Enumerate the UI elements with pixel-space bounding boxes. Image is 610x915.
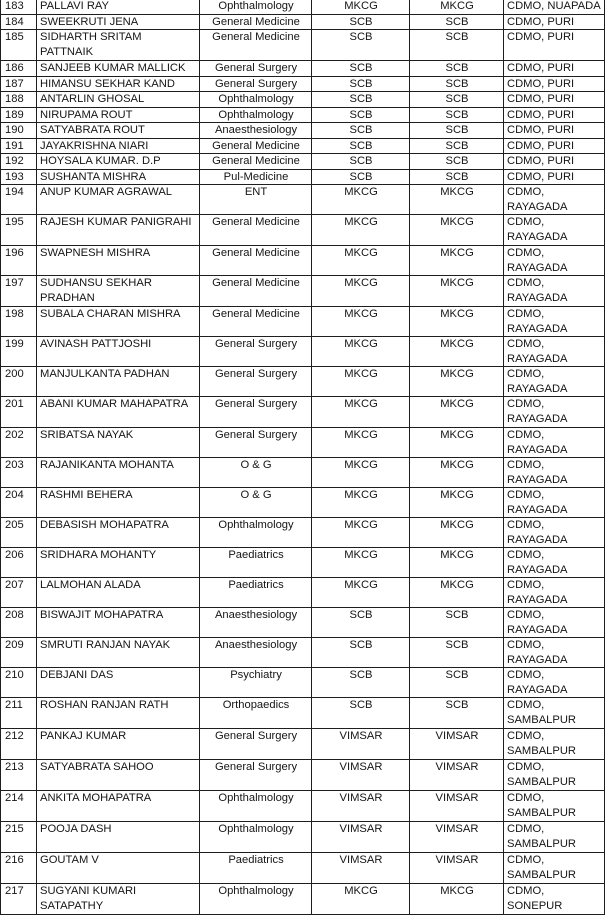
serial-number-cell: 213 bbox=[1, 760, 37, 791]
table-row bbox=[1, 367, 605, 397]
posting-place-cell: CDMO, RAYAGADA bbox=[504, 397, 605, 428]
college-cell: MKCG bbox=[312, 428, 410, 458]
department-cell: Ophthalmology bbox=[200, 92, 312, 108]
college-cell: SCB bbox=[312, 138, 410, 154]
serial-number-cell: 188 bbox=[1, 92, 37, 108]
serial-number-cell: 185 bbox=[1, 30, 37, 61]
serial-number-cell: 215 bbox=[1, 822, 37, 853]
serial-number-cell: 206 bbox=[1, 548, 37, 578]
serial-number-cell: 199 bbox=[1, 337, 37, 367]
table-row bbox=[1, 760, 605, 791]
serial-number-cell: 189 bbox=[1, 107, 37, 123]
college-cell: SCB bbox=[410, 92, 504, 108]
table-row bbox=[1, 61, 605, 77]
serial-number-cell: 217 bbox=[1, 884, 37, 915]
department-cell: Paediatrics bbox=[200, 578, 312, 608]
department-cell: General Medicine bbox=[200, 307, 312, 337]
college-cell: MKCG bbox=[312, 276, 410, 307]
serial-number-cell: 193 bbox=[1, 169, 37, 185]
department-cell: Ophthalmology bbox=[200, 107, 312, 123]
table-row bbox=[1, 729, 605, 760]
doctor-name-cell: JAYAKRISHNA NIARI bbox=[37, 138, 200, 154]
doctor-name-cell: BISWAJIT MOHAPATRA bbox=[37, 608, 200, 638]
doctor-name-cell: MANJULKANTA PADHAN bbox=[37, 367, 200, 397]
serial-number-cell: 203 bbox=[1, 458, 37, 488]
college-cell: MKCG bbox=[410, 276, 504, 307]
doctor-name-cell: SUSHANTA MISHRA bbox=[37, 169, 200, 185]
serial-number-cell: 201 bbox=[1, 397, 37, 428]
college-cell: MKCG bbox=[410, 488, 504, 518]
table-row bbox=[1, 276, 605, 307]
college-cell: SCB bbox=[312, 61, 410, 77]
doctor-name-cell: SUBALA CHARAN MISHRA bbox=[37, 307, 200, 337]
department-cell: General Medicine bbox=[200, 276, 312, 307]
college-cell: VIMSAR bbox=[410, 760, 504, 791]
college-cell: VIMSAR bbox=[410, 822, 504, 853]
table-row bbox=[1, 668, 605, 698]
table-row bbox=[1, 30, 605, 61]
serial-number-cell: 196 bbox=[1, 246, 37, 276]
table-row bbox=[1, 458, 605, 488]
table-row bbox=[1, 154, 605, 170]
college-cell: VIMSAR bbox=[312, 791, 410, 822]
serial-number-cell: 208 bbox=[1, 608, 37, 638]
college-cell: SCB bbox=[312, 154, 410, 170]
doctor-name-cell: SIDHARTH SRITAM PATTNAIK bbox=[37, 30, 200, 61]
posting-place-cell: CDMO, PURI bbox=[504, 30, 605, 61]
college-cell: MKCG bbox=[312, 337, 410, 367]
posting-place-cell: CDMO, RAYAGADA bbox=[504, 578, 605, 608]
posting-place-cell: CDMO, RAYAGADA bbox=[504, 337, 605, 367]
college-cell: MKCG bbox=[410, 428, 504, 458]
doctor-name-cell: RAJESH KUMAR PANIGRAHI bbox=[37, 215, 200, 246]
doctor-name-cell: SWAPNESH MISHRA bbox=[37, 246, 200, 276]
table-body bbox=[1, 0, 605, 915]
college-cell: SCB bbox=[312, 169, 410, 185]
posting-place-cell: CDMO, PURI bbox=[504, 76, 605, 92]
doctor-name-cell: LALMOHAN ALADA bbox=[37, 578, 200, 608]
posting-place-cell: CDMO, SAMBALPUR bbox=[504, 760, 605, 791]
posting-place-cell: CDMO, RAYAGADA bbox=[504, 307, 605, 337]
college-cell: MKCG bbox=[312, 488, 410, 518]
department-cell: General Medicine bbox=[200, 138, 312, 154]
college-cell: MKCG bbox=[410, 548, 504, 578]
table-row bbox=[1, 884, 605, 915]
serial-number-cell: 204 bbox=[1, 488, 37, 518]
doctor-name-cell: ANTARLIN GHOSAL bbox=[37, 92, 200, 108]
department-cell: Ophthalmology bbox=[200, 822, 312, 853]
college-cell: SCB bbox=[410, 638, 504, 668]
table-row bbox=[1, 337, 605, 367]
serial-number-cell: 211 bbox=[1, 698, 37, 729]
table-row bbox=[1, 791, 605, 822]
college-cell: MKCG bbox=[312, 518, 410, 548]
table-row bbox=[1, 185, 605, 215]
college-cell: VIMSAR bbox=[410, 853, 504, 884]
college-cell: MKCG bbox=[410, 458, 504, 488]
posting-place-cell: CDMO, PURI bbox=[504, 169, 605, 185]
college-cell: SCB bbox=[410, 668, 504, 698]
college-cell: MKCG bbox=[312, 884, 410, 915]
department-cell: Anaesthesiology bbox=[200, 638, 312, 668]
college-cell: SCB bbox=[410, 608, 504, 638]
department-cell: General Surgery bbox=[200, 337, 312, 367]
department-cell: Ophthalmology bbox=[200, 884, 312, 915]
doctor-name-cell: NIRUPAMA ROUT bbox=[37, 107, 200, 123]
serial-number-cell: 191 bbox=[1, 138, 37, 154]
department-cell: General Surgery bbox=[200, 61, 312, 77]
table-row bbox=[1, 92, 605, 108]
table-row bbox=[1, 123, 605, 139]
college-cell: SCB bbox=[410, 61, 504, 77]
posting-place-cell: CDMO, RAYAGADA bbox=[504, 518, 605, 548]
table-row bbox=[1, 107, 605, 123]
posting-place-cell: CDMO, PURI bbox=[504, 14, 605, 30]
college-cell: MKCG bbox=[312, 548, 410, 578]
table-row bbox=[1, 428, 605, 458]
serial-number-cell: 195 bbox=[1, 215, 37, 246]
posting-place-cell: CDMO, SAMBALPUR bbox=[504, 729, 605, 760]
posting-place-cell: CDMO, RAYAGADA bbox=[504, 458, 605, 488]
college-cell: VIMSAR bbox=[312, 760, 410, 791]
doctor-name-cell: DEBASISH MOHAPATRA bbox=[37, 518, 200, 548]
posting-place-cell: CDMO, PURI bbox=[504, 123, 605, 139]
college-cell: VIMSAR bbox=[410, 729, 504, 760]
doctor-name-cell: GOUTAM V bbox=[37, 853, 200, 884]
college-cell: MKCG bbox=[410, 518, 504, 548]
college-cell: SCB bbox=[312, 14, 410, 30]
serial-number-cell: 216 bbox=[1, 853, 37, 884]
department-cell: ENT bbox=[200, 185, 312, 215]
serial-number-cell: 200 bbox=[1, 367, 37, 397]
table-row bbox=[1, 822, 605, 853]
college-cell: MKCG bbox=[410, 367, 504, 397]
college-cell: MKCG bbox=[410, 0, 504, 14]
college-cell: MKCG bbox=[410, 337, 504, 367]
college-cell: SCB bbox=[312, 638, 410, 668]
doctor-name-cell: RASHMI BEHERA bbox=[37, 488, 200, 518]
serial-number-cell: 202 bbox=[1, 428, 37, 458]
college-cell: MKCG bbox=[410, 215, 504, 246]
table-row bbox=[1, 138, 605, 154]
serial-number-cell: 209 bbox=[1, 638, 37, 668]
college-cell: VIMSAR bbox=[410, 791, 504, 822]
posting-place-cell: CDMO, RAYAGADA bbox=[504, 488, 605, 518]
department-cell: General Surgery bbox=[200, 397, 312, 428]
college-cell: SCB bbox=[312, 608, 410, 638]
college-cell: SCB bbox=[312, 30, 410, 61]
doctor-name-cell: SATYABRATA ROUT bbox=[37, 123, 200, 139]
college-cell: SCB bbox=[312, 92, 410, 108]
college-cell: MKCG bbox=[410, 397, 504, 428]
serial-number-cell: 198 bbox=[1, 307, 37, 337]
department-cell: Paediatrics bbox=[200, 548, 312, 578]
college-cell: SCB bbox=[312, 668, 410, 698]
table-row bbox=[1, 638, 605, 668]
college-cell: SCB bbox=[410, 30, 504, 61]
table-row bbox=[1, 853, 605, 884]
posting-place-cell: CDMO, RAYAGADA bbox=[504, 668, 605, 698]
serial-number-cell: 194 bbox=[1, 185, 37, 215]
doctor-name-cell: SMRUTI RANJAN NAYAK bbox=[37, 638, 200, 668]
college-cell: VIMSAR bbox=[312, 853, 410, 884]
doctor-name-cell: PALLAVI RAY bbox=[37, 0, 200, 14]
college-cell: SCB bbox=[312, 76, 410, 92]
department-cell: Ophthalmology bbox=[200, 791, 312, 822]
department-cell: General Surgery bbox=[200, 367, 312, 397]
doctor-name-cell: SWEEKRUTI JENA bbox=[37, 14, 200, 30]
posting-place-cell: CDMO, RAYAGADA bbox=[504, 276, 605, 307]
college-cell: MKCG bbox=[410, 307, 504, 337]
doctor-name-cell: RAJANIKANTA MOHANTA bbox=[37, 458, 200, 488]
serial-number-cell: 186 bbox=[1, 61, 37, 77]
college-cell: MKCG bbox=[312, 367, 410, 397]
serial-number-cell: 212 bbox=[1, 729, 37, 760]
table-row bbox=[1, 307, 605, 337]
posting-place-cell: CDMO, RAYAGADA bbox=[504, 428, 605, 458]
posting-place-cell: CDMO, RAYAGADA bbox=[504, 367, 605, 397]
college-cell: SCB bbox=[410, 169, 504, 185]
doctor-name-cell: SRIDHARA MOHANTY bbox=[37, 548, 200, 578]
department-cell: General Medicine bbox=[200, 14, 312, 30]
doctor-name-cell: POOJA DASH bbox=[37, 822, 200, 853]
department-cell: General Surgery bbox=[200, 428, 312, 458]
doctor-name-cell: PANKAJ KUMAR bbox=[37, 729, 200, 760]
college-cell: MKCG bbox=[312, 246, 410, 276]
posting-place-cell: CDMO, PURI bbox=[504, 61, 605, 77]
department-cell: General Medicine bbox=[200, 154, 312, 170]
college-cell: SCB bbox=[410, 154, 504, 170]
serial-number-cell: 214 bbox=[1, 791, 37, 822]
department-cell: O & G bbox=[200, 488, 312, 518]
serial-number-cell: 184 bbox=[1, 14, 37, 30]
doctor-name-cell: ROSHAN RANJAN RATH bbox=[37, 698, 200, 729]
college-cell: MKCG bbox=[410, 884, 504, 915]
table-row bbox=[1, 76, 605, 92]
department-cell: General Medicine bbox=[200, 246, 312, 276]
department-cell: Anaesthesiology bbox=[200, 123, 312, 139]
posting-place-cell: CDMO, NUAPADA bbox=[504, 0, 605, 14]
doctor-name-cell: ANKITA MOHAPATRA bbox=[37, 791, 200, 822]
table-row bbox=[1, 608, 605, 638]
college-cell: MKCG bbox=[410, 246, 504, 276]
posting-place-cell: CDMO, SONEPUR bbox=[504, 884, 605, 915]
college-cell: MKCG bbox=[312, 307, 410, 337]
doctor-name-cell: DEBJANI DAS bbox=[37, 668, 200, 698]
doctor-name-cell: ABANI KUMAR MAHAPATRA bbox=[37, 397, 200, 428]
department-cell: Pul-Medicine bbox=[200, 169, 312, 185]
posting-place-cell: CDMO, RAYAGADA bbox=[504, 246, 605, 276]
doctor-name-cell: HIMANSU SEKHAR KAND bbox=[37, 76, 200, 92]
posting-place-cell: CDMO, SAMBALPUR bbox=[504, 853, 605, 884]
department-cell: General Surgery bbox=[200, 760, 312, 791]
college-cell: SCB bbox=[410, 123, 504, 139]
serial-number-cell: 190 bbox=[1, 123, 37, 139]
department-cell: General Surgery bbox=[200, 76, 312, 92]
doctor-name-cell: ANUP KUMAR AGRAWAL bbox=[37, 185, 200, 215]
table-row bbox=[1, 518, 605, 548]
posting-place-cell: CDMO, PURI bbox=[504, 107, 605, 123]
doctor-name-cell: SANJEEB KUMAR MALLICK bbox=[37, 61, 200, 77]
department-cell: Paediatrics bbox=[200, 853, 312, 884]
department-cell: Ophthalmology bbox=[200, 0, 312, 14]
college-cell: MKCG bbox=[312, 397, 410, 428]
posting-place-cell: CDMO, RAYAGADA bbox=[504, 215, 605, 246]
serial-number-cell: 205 bbox=[1, 518, 37, 548]
posting-place-cell: CDMO, RAYAGADA bbox=[504, 638, 605, 668]
serial-number-cell: 207 bbox=[1, 578, 37, 608]
serial-number-cell: 210 bbox=[1, 668, 37, 698]
table-row bbox=[1, 215, 605, 246]
table-row bbox=[1, 578, 605, 608]
college-cell: VIMSAR bbox=[312, 729, 410, 760]
posting-place-cell: CDMO, PURI bbox=[504, 92, 605, 108]
college-cell: SCB bbox=[410, 138, 504, 154]
college-cell: MKCG bbox=[410, 185, 504, 215]
college-cell: MKCG bbox=[410, 578, 504, 608]
serial-number-cell: 192 bbox=[1, 154, 37, 170]
doctor-name-cell: SATYABRATA SAHOO bbox=[37, 760, 200, 791]
doctor-name-cell: AVINASH PATTJOSHI bbox=[37, 337, 200, 367]
posting-place-cell: CDMO, SAMBALPUR bbox=[504, 698, 605, 729]
college-cell: SCB bbox=[312, 698, 410, 729]
college-cell: MKCG bbox=[312, 185, 410, 215]
college-cell: SCB bbox=[312, 123, 410, 139]
table-row bbox=[1, 169, 605, 185]
table-row bbox=[1, 698, 605, 729]
college-cell: VIMSAR bbox=[312, 822, 410, 853]
serial-number-cell: 187 bbox=[1, 76, 37, 92]
serial-number-cell: 183 bbox=[1, 0, 37, 14]
table-row bbox=[1, 0, 605, 14]
table-row bbox=[1, 488, 605, 518]
doctor-name-cell: SRIBATSA NAYAK bbox=[37, 428, 200, 458]
department-cell: O & G bbox=[200, 458, 312, 488]
college-cell: MKCG bbox=[312, 215, 410, 246]
department-cell: General Surgery bbox=[200, 729, 312, 760]
posting-place-cell: CDMO, SAMBALPUR bbox=[504, 822, 605, 853]
department-cell: Ophthalmology bbox=[200, 518, 312, 548]
posting-place-cell: CDMO, RAYAGADA bbox=[504, 185, 605, 215]
table-row bbox=[1, 14, 605, 30]
doctor-name-cell: HOYSALA KUMAR. D.P bbox=[37, 154, 200, 170]
doctor-name-cell: SUGYANI KUMARI SATAPATHY bbox=[37, 884, 200, 915]
college-cell: MKCG bbox=[312, 0, 410, 14]
college-cell: SCB bbox=[410, 107, 504, 123]
posting-place-cell: CDMO, SAMBALPUR bbox=[504, 791, 605, 822]
department-cell: Psychiatry bbox=[200, 668, 312, 698]
department-cell: Orthopaedics bbox=[200, 698, 312, 729]
department-cell: Anaesthesiology bbox=[200, 608, 312, 638]
posting-place-cell: CDMO, PURI bbox=[504, 154, 605, 170]
posting-place-cell: CDMO, PURI bbox=[504, 138, 605, 154]
college-cell: SCB bbox=[410, 698, 504, 729]
college-cell: SCB bbox=[410, 76, 504, 92]
department-cell: General Medicine bbox=[200, 215, 312, 246]
table-row bbox=[1, 246, 605, 276]
posting-place-cell: CDMO, RAYAGADA bbox=[504, 608, 605, 638]
department-cell: General Medicine bbox=[200, 30, 312, 61]
college-cell: MKCG bbox=[312, 458, 410, 488]
college-cell: SCB bbox=[312, 107, 410, 123]
table-row bbox=[1, 397, 605, 428]
posting-place-cell: CDMO, RAYAGADA bbox=[504, 548, 605, 578]
college-cell: MKCG bbox=[312, 578, 410, 608]
table-row bbox=[1, 548, 605, 578]
college-cell: SCB bbox=[410, 14, 504, 30]
serial-number-cell: 197 bbox=[1, 276, 37, 307]
doctor-name-cell: SUDHANSU SEKHAR PRADHAN bbox=[37, 276, 200, 307]
